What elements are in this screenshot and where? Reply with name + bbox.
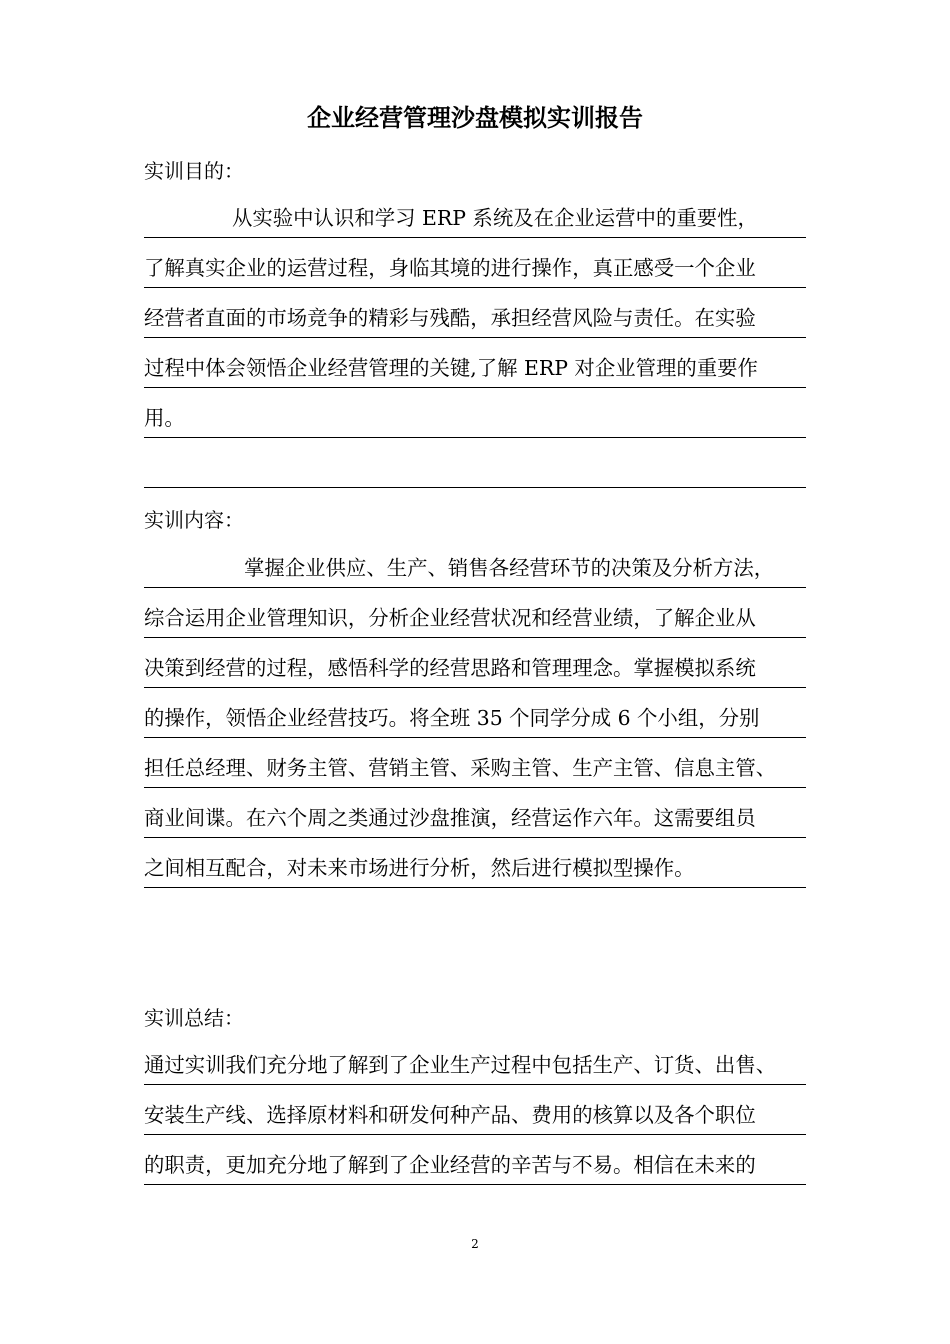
- purpose-line-4: 过程中体会领悟企业经营管理的关键,了解 ERP 对企业管理的重要作: [144, 353, 806, 388]
- content-line-5: 担任总经理、财务主管、营销主管、采购主管、生产主管、信息主管、: [144, 753, 806, 788]
- content-line-2: 综合运用企业管理知识，分析企业经营状况和经营业绩，了解企业从: [144, 603, 806, 638]
- content-line-1: 掌握企业供应、生产、销售各经营环节的决策及分析方法，: [144, 553, 806, 588]
- page-number: 2: [471, 1237, 479, 1251]
- content-label: 实训内容：: [144, 508, 244, 532]
- purpose-blank-line: [144, 453, 806, 488]
- content-line-4: 的操作，领悟企业经营技巧。将全班 35 个同学分成 6 个小组，分别: [144, 703, 806, 738]
- purpose-line-2: 了解真实企业的运营过程，身临其境的进行操作，真正感受一个企业: [144, 253, 806, 288]
- purpose-line-5: 用。: [144, 403, 806, 438]
- purpose-label: 实训目的：: [144, 159, 244, 183]
- document-title: 企业经营管理沙盘模拟实训报告: [307, 103, 643, 132]
- content-line-7: 之间相互配合，对未来市场进行分析，然后进行模拟型操作。: [144, 853, 806, 888]
- summary-label: 实训总结：: [144, 1006, 244, 1030]
- content-line-6: 商业间谍。在六个周之类通过沙盘推演，经营运作六年。这需要组员: [144, 803, 806, 838]
- summary-line-1: 通过实训我们充分地了解到了企业生产过程中包括生产、订货、出售、: [144, 1050, 806, 1085]
- content-line-3: 决策到经营的过程，感悟科学的经营思路和管理理念。掌握模拟系统: [144, 653, 806, 688]
- purpose-line-3: 经营者直面的市场竞争的精彩与残酷，承担经营风险与责任。在实验: [144, 303, 806, 338]
- purpose-line-1: 从实验中认识和学习 ERP 系统及在企业运营中的重要性，: [144, 203, 806, 238]
- summary-line-3: 的职责，更加充分地了解到了企业经营的辛苦与不易。相信在未来的: [144, 1150, 806, 1185]
- summary-line-2: 安装生产线、选择原材料和研发何种产品、费用的核算以及各个职位: [144, 1100, 806, 1135]
